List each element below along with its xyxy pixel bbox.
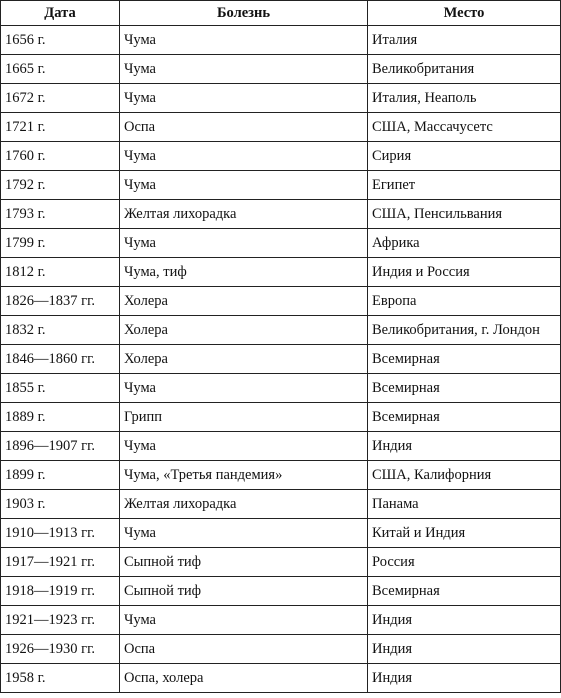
cell-disease: Чума: [120, 519, 368, 548]
cell-disease: Чума: [120, 84, 368, 113]
table-row: [1, 316, 561, 345]
cell-date: 1812 г.: [1, 258, 120, 287]
cell-place: Европа: [368, 287, 561, 316]
cell-disease: Холера: [120, 316, 368, 345]
table-row: [1, 577, 561, 606]
cell-place: Китай и Индия: [368, 519, 561, 548]
cell-place: Индия: [368, 664, 561, 693]
cell-disease: Холера: [120, 287, 368, 316]
table-row: [1, 345, 561, 374]
cell-place: США, Пенсильвания: [368, 200, 561, 229]
table-row: [1, 519, 561, 548]
cell-place: Великобритания, г. Лондон: [368, 316, 561, 345]
table-row: [1, 171, 561, 200]
cell-place: Индия: [368, 606, 561, 635]
table-row: [1, 635, 561, 664]
cell-date: 1896—1907 гг.: [1, 432, 120, 461]
cell-date: 1799 г.: [1, 229, 120, 258]
header-date: Дата: [1, 1, 120, 26]
table-row: [1, 490, 561, 519]
cell-disease: Чума: [120, 606, 368, 635]
table-row: [1, 606, 561, 635]
cell-date: 1793 г.: [1, 200, 120, 229]
cell-disease: Желтая лихорадка: [120, 490, 368, 519]
cell-date: 1926—1930 гг.: [1, 635, 120, 664]
table-row: [1, 84, 561, 113]
cell-place: Великобритания: [368, 55, 561, 84]
cell-date: 1665 г.: [1, 55, 120, 84]
cell-disease: Чума: [120, 55, 368, 84]
cell-place: Индия и Россия: [368, 258, 561, 287]
cell-place: Египет: [368, 171, 561, 200]
cell-disease: Оспа, холера: [120, 664, 368, 693]
cell-disease: Чума: [120, 432, 368, 461]
cell-date: 1672 г.: [1, 84, 120, 113]
cell-place: США, Массачусетс: [368, 113, 561, 142]
cell-date: 1832 г.: [1, 316, 120, 345]
table-row: [1, 664, 561, 693]
cell-date: 1721 г.: [1, 113, 120, 142]
cell-place: США, Калифорния: [368, 461, 561, 490]
cell-disease: Чума, «Третья пандемия»: [120, 461, 368, 490]
cell-date: 1903 г.: [1, 490, 120, 519]
cell-date: 1918—1919 гг.: [1, 577, 120, 606]
cell-disease: Чума: [120, 171, 368, 200]
table-body: [1, 26, 561, 693]
cell-place: Африка: [368, 229, 561, 258]
cell-place: Панама: [368, 490, 561, 519]
cell-place: Италия: [368, 26, 561, 55]
table-row: [1, 548, 561, 577]
table-row: [1, 142, 561, 171]
table-row: [1, 200, 561, 229]
cell-place: Италия, Неаполь: [368, 84, 561, 113]
cell-disease: Сыпной тиф: [120, 548, 368, 577]
table-header-row: [1, 1, 561, 26]
cell-date: 1958 г.: [1, 664, 120, 693]
cell-disease: Грипп: [120, 403, 368, 432]
cell-date: 1826—1837 гг.: [1, 287, 120, 316]
cell-date: 1899 г.: [1, 461, 120, 490]
cell-disease: Чума: [120, 229, 368, 258]
cell-date: 1760 г.: [1, 142, 120, 171]
cell-place: Сирия: [368, 142, 561, 171]
cell-disease: Чума: [120, 26, 368, 55]
cell-disease: Чума, тиф: [120, 258, 368, 287]
cell-date: 1921—1923 гг.: [1, 606, 120, 635]
table-row: [1, 26, 561, 55]
cell-disease: Сыпной тиф: [120, 577, 368, 606]
cell-date: 1910—1913 гг.: [1, 519, 120, 548]
cell-date: 1889 г.: [1, 403, 120, 432]
table-row: [1, 461, 561, 490]
table-row: [1, 403, 561, 432]
cell-disease: Холера: [120, 345, 368, 374]
cell-disease: Оспа: [120, 635, 368, 664]
cell-disease: Оспа: [120, 113, 368, 142]
cell-place: Всемирная: [368, 374, 561, 403]
table-row: [1, 287, 561, 316]
table-row: [1, 374, 561, 403]
cell-date: 1855 г.: [1, 374, 120, 403]
cell-disease: Чума: [120, 374, 368, 403]
cell-place: Индия: [368, 635, 561, 664]
cell-place: Индия: [368, 432, 561, 461]
cell-disease: Чума: [120, 142, 368, 171]
header-disease: Болезнь: [120, 1, 368, 26]
table-row: [1, 113, 561, 142]
cell-date: 1656 г.: [1, 26, 120, 55]
cell-disease: Желтая лихорадка: [120, 200, 368, 229]
cell-date: 1846—1860 гг.: [1, 345, 120, 374]
cell-date: 1917—1921 гг.: [1, 548, 120, 577]
cell-place: Россия: [368, 548, 561, 577]
table-row: [1, 432, 561, 461]
cell-date: 1792 г.: [1, 171, 120, 200]
header-place: Место: [368, 1, 561, 26]
table-row: [1, 55, 561, 84]
cell-place: Всемирная: [368, 403, 561, 432]
cell-place: Всемирная: [368, 577, 561, 606]
cell-place: Всемирная: [368, 345, 561, 374]
table-row: [1, 258, 561, 287]
table-row: [1, 229, 561, 258]
